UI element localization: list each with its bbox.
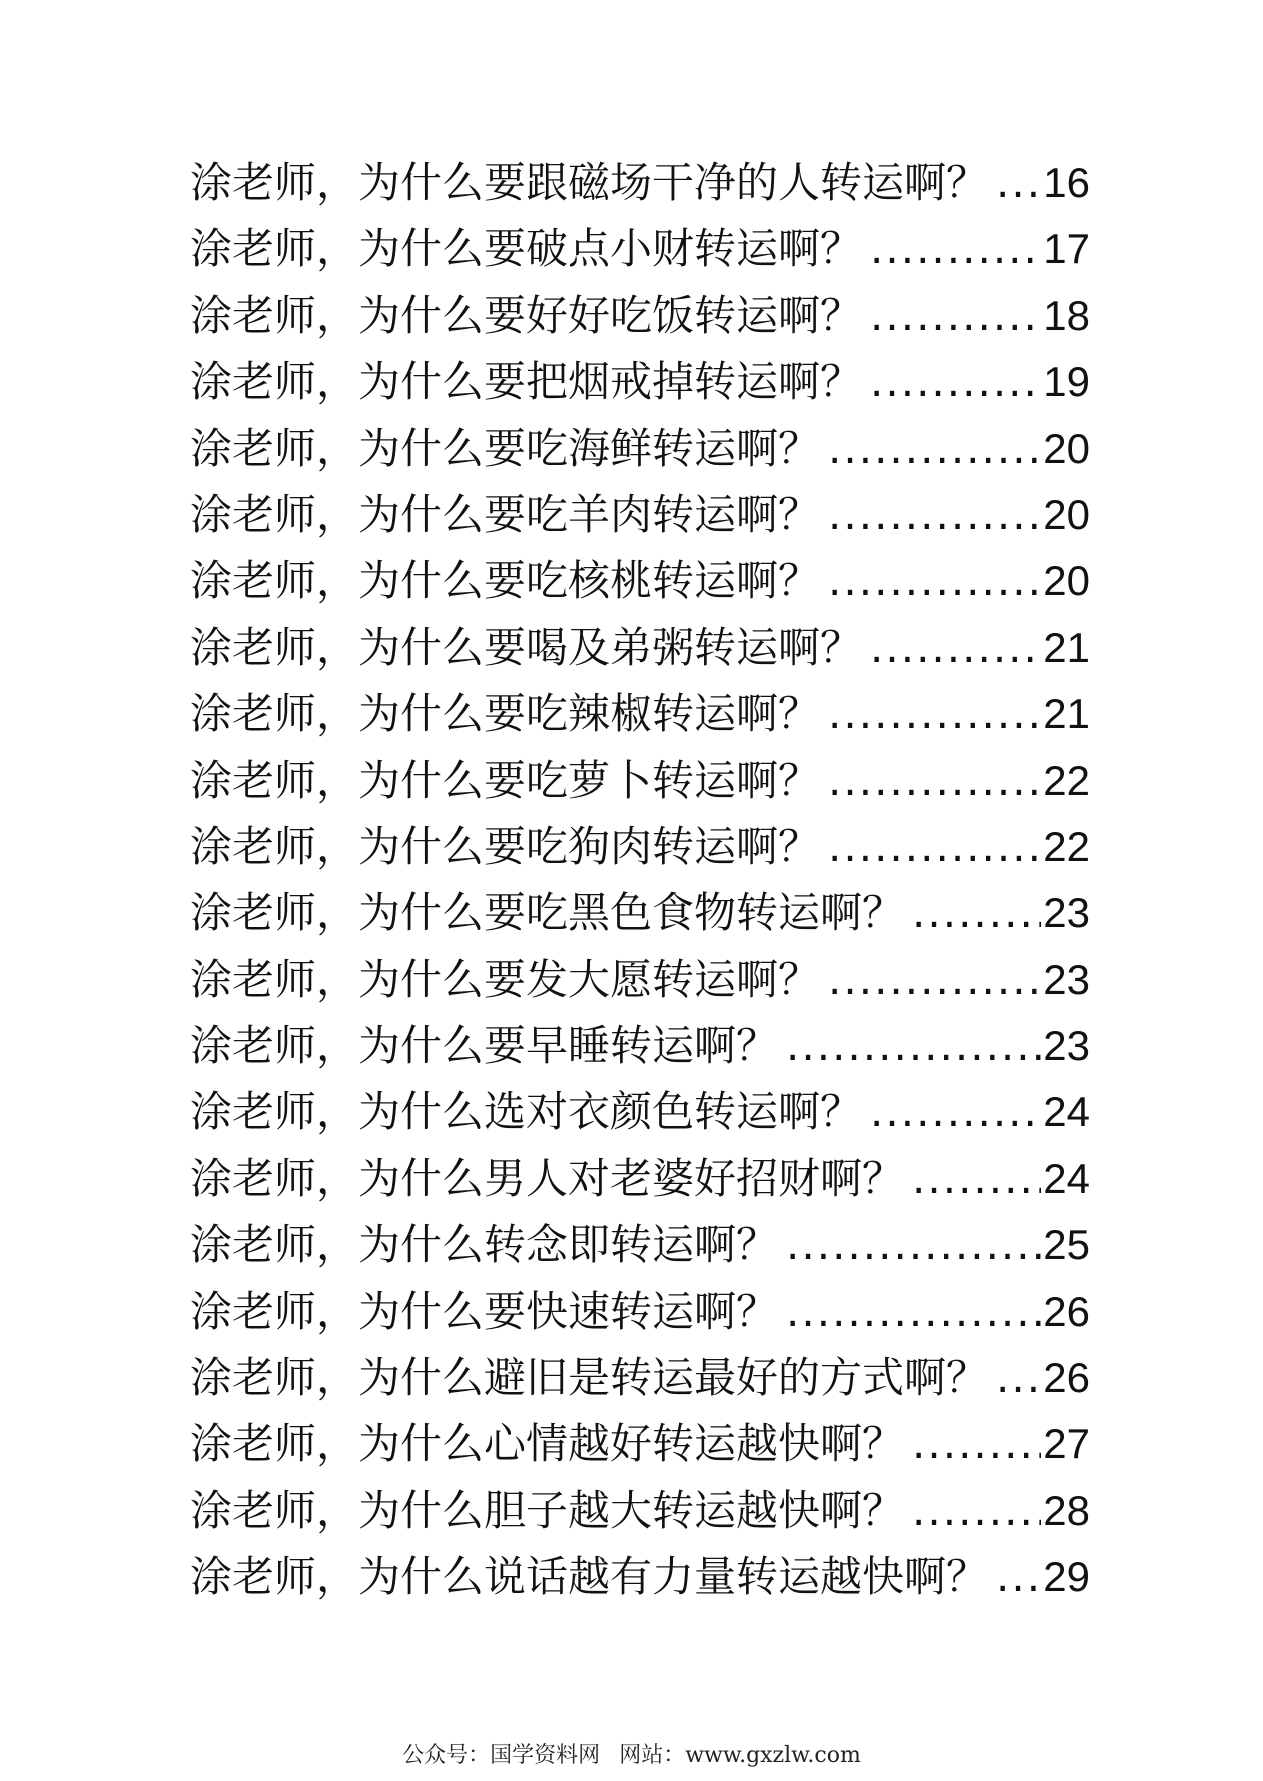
toc-leader-dots xyxy=(912,1478,1041,1544)
toc-entry-page: 26 xyxy=(1043,1354,1090,1402)
toc-entry-title: 涂老师，为什么要吃狗肉转运啊？ xyxy=(190,821,821,871)
toc-entry-title: 涂老师，为什么要吃核桃转运啊？ xyxy=(190,556,821,606)
toc-entry-page: 27 xyxy=(1043,1420,1090,1468)
toc-entry-page: 21 xyxy=(1043,623,1090,671)
toc-entry[interactable] xyxy=(190,216,1090,282)
toc-entry[interactable] xyxy=(190,681,1090,747)
toc-entry-title: 涂老师，为什么要好好吃饭转运啊？ xyxy=(190,290,863,340)
toc-entry-title: 涂老师，为什么要吃辣椒转运啊？ xyxy=(190,689,821,739)
toc-entry[interactable] xyxy=(190,1478,1090,1544)
toc-entry-page: 20 xyxy=(1043,424,1090,472)
toc-leader-dots xyxy=(870,283,1041,349)
toc-leader-dots xyxy=(786,1212,1041,1278)
toc-entry-title: 涂老师，为什么避旧是转运最好的方式啊？ xyxy=(190,1353,989,1403)
toc-entry-title: 涂老师，为什么要吃海鲜转运啊？ xyxy=(190,423,821,473)
toc-entry-title: 涂老师，为什么要破点小财转运啊？ xyxy=(190,224,863,274)
toc-entry-title: 涂老师，为什么要跟磁场干净的人转运啊？ xyxy=(190,158,989,207)
toc-entry-title: 涂老师，为什么说话越有力量转运越快啊？ xyxy=(190,1552,989,1602)
footer-wechat-label: 公众号：国学资料网 xyxy=(402,1743,601,1768)
toc-leader-dots xyxy=(828,947,1041,1013)
toc-entry[interactable] xyxy=(190,1079,1090,1145)
toc-entry-page: 20 xyxy=(1043,557,1090,605)
toc-entry-page: 26 xyxy=(1043,1287,1090,1335)
table-of-contents xyxy=(190,150,1090,1611)
toc-entry-page: 24 xyxy=(1043,1154,1090,1202)
toc-entry[interactable] xyxy=(190,1411,1090,1477)
toc-entry[interactable] xyxy=(190,748,1090,814)
toc-entry[interactable] xyxy=(190,482,1090,548)
toc-entry-page: 23 xyxy=(1043,955,1090,1003)
toc-entry-page: 22 xyxy=(1043,822,1090,870)
toc-entry[interactable] xyxy=(190,1345,1090,1411)
toc-entry[interactable] xyxy=(190,349,1090,415)
toc-leader-dots xyxy=(870,615,1041,681)
page-footer xyxy=(0,1738,1263,1769)
toc-entry[interactable] xyxy=(190,283,1090,349)
toc-entry-page: 29 xyxy=(1043,1553,1090,1601)
toc-entry-page: 28 xyxy=(1043,1486,1090,1534)
toc-leader-dots xyxy=(828,814,1041,880)
toc-entry-page: 25 xyxy=(1043,1221,1090,1269)
toc-entry[interactable] xyxy=(190,814,1090,880)
toc-entry-title: 涂老师，为什么要吃黑色食物转运啊？ xyxy=(190,888,905,938)
toc-leader-dots xyxy=(996,1544,1041,1610)
toc-entry-title: 涂老师，为什么胆子越大转运越快啊？ xyxy=(190,1485,905,1535)
toc-entry-page: 17 xyxy=(1043,225,1090,273)
toc-leader-dots xyxy=(828,416,1041,482)
toc-entry-page: 16 xyxy=(1043,159,1090,206)
toc-entry-title: 涂老师，为什么转念即转运啊？ xyxy=(190,1220,779,1270)
toc-entry[interactable] xyxy=(190,615,1090,681)
toc-entry[interactable] xyxy=(190,1212,1090,1278)
toc-leader-dots xyxy=(828,748,1041,814)
toc-leader-dots xyxy=(996,150,1041,216)
toc-entry-page: 21 xyxy=(1043,690,1090,738)
footer-site-label: 网站：www.gxzlw.com xyxy=(619,1743,861,1768)
toc-entry[interactable] xyxy=(190,880,1090,946)
toc-entry-page: 19 xyxy=(1043,358,1090,406)
toc-entry-title: 涂老师，为什么要吃萝卜转运啊？ xyxy=(190,755,821,805)
toc-entry-title: 涂老师，为什么要发大愿转运啊？ xyxy=(190,954,821,1004)
toc-entry[interactable] xyxy=(190,1544,1090,1610)
toc-leader-dots xyxy=(786,1013,1041,1079)
toc-leader-dots xyxy=(870,1079,1041,1145)
toc-leader-dots xyxy=(912,1146,1041,1212)
toc-entry-page: 23 xyxy=(1043,889,1090,937)
toc-entry[interactable] xyxy=(190,1013,1090,1079)
toc-entry[interactable] xyxy=(190,416,1090,482)
toc-entry-title: 涂老师，为什么要把烟戒掉转运啊？ xyxy=(190,357,863,407)
toc-entry-page: 18 xyxy=(1043,291,1090,339)
toc-entry-title: 涂老师，为什么要早睡转运啊？ xyxy=(190,1021,779,1071)
toc-leader-dots xyxy=(828,548,1041,614)
toc-entry-title: 涂老师，为什么心情越好转运越快啊？ xyxy=(190,1419,905,1469)
toc-leader-dots xyxy=(828,681,1041,747)
toc-entry-page: 23 xyxy=(1043,1022,1090,1070)
toc-entry[interactable] xyxy=(190,1146,1090,1212)
toc-entry-title: 涂老师，为什么要吃羊肉转运啊？ xyxy=(190,489,821,539)
toc-entry[interactable] xyxy=(190,1279,1090,1345)
toc-entry-page: 20 xyxy=(1043,490,1090,538)
toc-entry[interactable] xyxy=(190,947,1090,1013)
toc-leader-dots xyxy=(870,349,1041,415)
toc-leader-dots xyxy=(786,1279,1041,1345)
toc-leader-dots xyxy=(828,482,1041,548)
toc-entry-title: 涂老师，为什么要喝及弟粥转运啊？ xyxy=(190,622,863,672)
toc-leader-dots xyxy=(996,1345,1041,1411)
toc-entry-title: 涂老师，为什么男人对老婆好招财啊？ xyxy=(190,1153,905,1203)
toc-entry[interactable] xyxy=(190,548,1090,614)
toc-leader-dots xyxy=(912,1411,1041,1477)
toc-entry[interactable] xyxy=(190,150,1090,216)
toc-entry-page: 22 xyxy=(1043,756,1090,804)
toc-leader-dots xyxy=(870,216,1041,282)
toc-entry-title: 涂老师，为什么要快速转运啊？ xyxy=(190,1286,779,1336)
toc-entry-page: 24 xyxy=(1043,1088,1090,1136)
toc-entry-title: 涂老师，为什么选对衣颜色转运啊？ xyxy=(190,1087,863,1137)
toc-leader-dots xyxy=(912,880,1041,946)
